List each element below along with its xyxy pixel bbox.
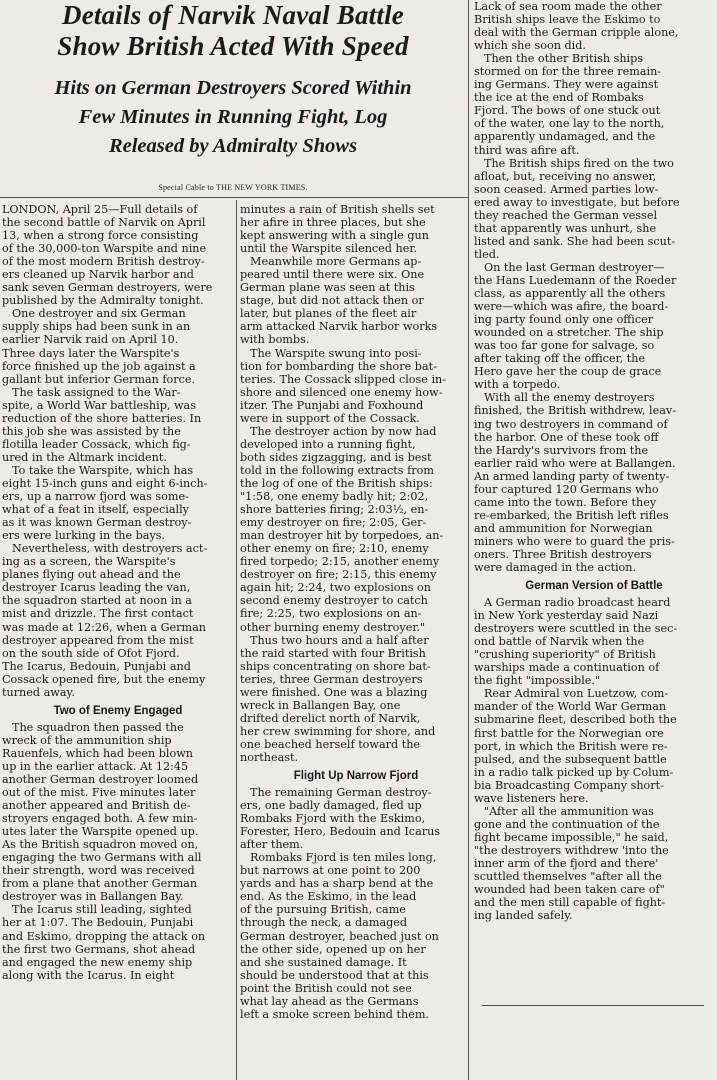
text-line: with bombs. — [240, 333, 310, 347]
text-line: and engaged the new enemy ship — [2, 955, 193, 969]
text-line: of the pursuing British, came — [240, 903, 406, 917]
text-line: minutes a rain of British shells set — [240, 203, 435, 216]
text-line: her crew swimming for shore, and — [240, 724, 436, 738]
text-line: ers cleaned up Narvik harbor and — [2, 268, 194, 282]
text-line: teries. The Cossack slipped close in- — [240, 372, 447, 386]
text-line: scuttled themselves "after all the — [474, 870, 662, 884]
text-line: after taking off the officer, the — [474, 352, 646, 366]
text-line: destroyers were scuttled in the sec- — [474, 622, 678, 636]
text-line: along with the Icarus. In eight — [2, 968, 175, 982]
text-line: yards and has a sharp bend at the — [240, 877, 434, 891]
text-line: Forester, Hero, Bedouin and Icarus — [240, 825, 441, 839]
text-line: the first two Germans, shot ahead — [2, 942, 196, 956]
sub-headline-line: Released by Admiralty Shows — [108, 135, 358, 157]
text-line: Rombaks Fjord with the Eskimo, — [240, 812, 426, 826]
text-line: drifted derelict north of Narvik, — [240, 711, 421, 725]
text-line: the harbor. One of these took off — [474, 430, 659, 444]
text-line: northeast. — [240, 750, 299, 764]
text-line: the squadron started at noon in a — [2, 594, 192, 608]
text-line: ing two destroyers in command of — [474, 417, 668, 431]
text-line: came into the town. Before they — [474, 495, 657, 509]
text-line: the ice at the end of Rombaks — [474, 91, 644, 105]
text-line: end. As the Eskimo, in the lead — [240, 890, 417, 904]
text-line: that apparently was unhurt, she — [474, 221, 657, 235]
text-line: The British ships fired on the two — [484, 156, 674, 170]
text-line: mist and drizzle. The first contact — [2, 607, 194, 621]
text-line: up in the earlier attack. At 12:45 — [2, 759, 189, 773]
text-line: earlier Narvik raid on April 10. — [2, 333, 179, 347]
sub-headline-line: Few Minutes in Running Fight, Log — [78, 106, 388, 128]
text-line: through the neck, a damaged — [240, 916, 408, 930]
text-line: force finished up the job against a — [2, 359, 196, 373]
text-line: utes later the Warspite opened up. — [2, 825, 199, 839]
text-line: ing as a screen, the Warspite's — [2, 555, 176, 569]
text-line: mander of the World War German — [474, 700, 667, 714]
text-line: wounded on a stretcher. The ship — [474, 326, 664, 340]
text-line: after them. — [240, 838, 304, 852]
text-line: was made at 12:26, when a German — [2, 620, 207, 634]
sub-headline — [2, 74, 464, 161]
text-line: on the south side of Ofot Fjord. — [2, 646, 180, 660]
text-line: four captured 120 Germans who — [474, 482, 659, 496]
text-line: Then the other British ships — [484, 52, 644, 66]
text-line: destroyer was in Ballangen Bay. — [2, 890, 184, 904]
text-line: wreck in Ballangen Bay, one — [240, 698, 401, 712]
text-line: were in support of the Cossack. — [240, 411, 420, 425]
text-line: bia Broadcasting Company short- — [474, 778, 664, 792]
text-line: one beached herself toward the — [240, 737, 421, 751]
text-line: Meanwhile more Germans ap- — [250, 255, 422, 269]
text-line: 13, when a strong force consisting — [2, 229, 199, 243]
column-3 — [474, 0, 714, 922]
text-line: German plane was seen at this — [240, 281, 415, 295]
text-line: As the British squadron moved on, — [2, 838, 199, 852]
text-line: German destroyer, beached just on — [240, 929, 439, 943]
text-line: ers, up a narrow fjord was some- — [2, 490, 189, 504]
text-line: The destroyer action by now had — [250, 424, 437, 438]
text-line: the log of one of the British ships: — [240, 476, 433, 490]
text-line: was too far gone for salvage, so — [474, 339, 655, 353]
text-line: turned away. — [2, 685, 75, 699]
text-line: Cossack opened fire, but the enemy — [2, 672, 206, 686]
text-line: were finished. One was a blazing — [240, 685, 428, 699]
text-line: the second battle of Narvik on April — [2, 216, 206, 230]
text-line: from a plane that another German — [2, 877, 198, 891]
text-line: tion for bombarding the shore bat- — [240, 359, 437, 373]
text-line: To take the Warspite, which has — [12, 463, 194, 477]
text-line: The Icarus still leading, sighted — [12, 903, 192, 917]
text-line: Rombaks Fjord is ten miles long, — [250, 851, 437, 865]
text-line: the other side, opened up on her — [240, 942, 426, 956]
text-line: class, as apparently all the others — [474, 287, 666, 301]
text-line: With all the enemy destroyers — [484, 391, 655, 405]
text-line: Thus two hours and a half after — [250, 633, 429, 647]
text-line: another appeared and British de- — [2, 799, 191, 813]
text-line: point the British could not see — [240, 981, 412, 995]
text-line: A German radio broadcast heard — [484, 596, 671, 610]
text-line: sank seven German destroyers, were — [2, 281, 213, 295]
text-line: arm attacked Narvik harbor works — [240, 320, 438, 334]
main-headline — [2, 0, 464, 62]
text-line: pulsed, and the subsequent battle — [474, 752, 667, 766]
text-line: stage, but did not attack then or — [240, 294, 424, 308]
text-line: stormed on for the three remain- — [474, 65, 662, 79]
text-line: of the most modern British destroy- — [2, 255, 205, 269]
text-line: Lack of sea room made the other — [474, 0, 662, 13]
text-line: teries, three German destroyers — [240, 672, 423, 686]
text-line: fire; 2:25, two explosions on an- — [240, 607, 422, 621]
text-line: this job she was assisted by the — [2, 424, 181, 438]
text-line: as it was known German destroy- — [2, 516, 192, 530]
text-line: apparently undamaged, and the — [474, 130, 656, 144]
text-line: gone and the continuation of the — [474, 817, 660, 831]
text-line: her afire in three places, but she — [240, 216, 426, 230]
text-line: both sides zigzagging, and is best — [240, 450, 432, 464]
column-rule — [236, 200, 237, 1080]
text-line: ond battle of Narvik when the — [474, 635, 645, 649]
section-subhead: Two of Enemy Engaged — [53, 704, 183, 717]
text-line: and Eskimo, dropping the attack on — [2, 929, 206, 943]
text-line: developed into a running fight, — [240, 437, 416, 451]
text-line: they reached the German vessel — [474, 208, 658, 222]
text-line: destroyer on fire; 2:15, this enemy — [240, 568, 437, 582]
text-line: should be understood that at this — [240, 968, 429, 982]
text-line: ered away to investigate, but before — [474, 195, 680, 209]
text-line: again hit; 2:24, two explosions on — [240, 581, 431, 595]
text-line: The Icarus, Bedouin, Punjabi and — [2, 659, 191, 673]
text-line: gallant but inferior German force. — [2, 372, 196, 386]
text-line: "the destroyers withdrew 'into the — [474, 843, 669, 857]
text-line: Nevertheless, with destroyers act- — [12, 542, 208, 556]
text-line: Rear Admiral von Luetzow, com- — [484, 687, 669, 701]
text-line: "crushing superiority" of British — [474, 648, 656, 662]
text-line: One destroyer and six German — [12, 307, 186, 321]
text-line: the Hans Luedemann of the Roeder — [474, 273, 677, 287]
text-line: in New York yesterday said Nazi — [474, 609, 659, 623]
top-rule — [0, 197, 468, 198]
text-line: An armed landing party of twenty- — [474, 469, 670, 483]
text-line: wounded had been taken care of" — [474, 883, 665, 897]
text-line: emy destroyer on fire; 2:05, Ger- — [240, 516, 427, 530]
text-line: another German destroyer loomed — [2, 772, 199, 786]
text-line: ing party found only one officer — [474, 313, 654, 327]
text-line: third was afire aft. — [474, 143, 580, 157]
text-line: second enemy destroyer to catch — [240, 594, 428, 608]
text-line: re-embarked, the British left rifles — [474, 508, 669, 522]
text-line: first battle for the Norwegian ore — [474, 726, 664, 740]
text-line: finished, the British withdrew, leav- — [474, 404, 677, 418]
text-line: port, in which the British were re- — [474, 739, 668, 753]
text-line: earlier raid who were at Ballangen. — [474, 456, 676, 470]
text-line: supply ships had been sunk in an — [2, 320, 191, 334]
text-line: shore and silenced one enemy how- — [240, 385, 443, 399]
text-line: ers were lurking in the bays. — [2, 529, 166, 543]
text-line: of the water, one lay to the north, — [474, 117, 665, 131]
text-line: and the men still capable of fight- — [474, 896, 666, 910]
main-headline-line: Details of Narvik Naval Battle — [62, 0, 404, 30]
text-line: itzer. The Punjabi and Foxhound — [240, 398, 424, 412]
text-line: other enemy on fire; 2:10, enemy — [240, 542, 429, 556]
text-line: "1:58, one enemy badly hit; 2:02, — [240, 490, 429, 504]
text-line: published by the Admiralty tonight. — [2, 294, 204, 308]
text-line: kept answering with a single gun — [240, 229, 429, 243]
text-line: Rauenfels, which had been blown — [2, 746, 193, 760]
text-line: with a torpedo. — [474, 378, 561, 392]
text-line: wave listeners here. — [474, 791, 589, 805]
text-line: The task assigned to the War- — [12, 385, 181, 399]
text-line: other burning enemy destroyer." — [240, 620, 426, 634]
text-line: British ships leave the Eskimo to — [474, 13, 661, 27]
text-line: destroyer Icarus leading the van, — [2, 581, 191, 595]
text-line: The squadron then passed the — [12, 720, 184, 734]
text-line: man destroyer hit by torpedoes, an- — [240, 529, 444, 543]
text-line: afloat, but, receiving no answer, — [474, 169, 657, 183]
text-line: later, but planes of the fleet air — [240, 307, 417, 321]
text-line: out of the mist. Five minutes later — [2, 786, 196, 800]
text-line: ing Germans. They were against — [474, 78, 659, 92]
text-line: and she sustained damage. It — [240, 955, 407, 969]
text-line: the raid started with four British — [240, 646, 426, 660]
text-line: Three days later the Warspite's — [2, 346, 180, 360]
text-line: ships concentrating on shore bat- — [240, 659, 431, 673]
dateline: Special Cable to THE NEW YORK TIMES. — [158, 183, 308, 192]
text-line: what lay ahead as the Germans — [240, 994, 419, 1008]
section-subhead: Flight Up Narrow Fjord — [293, 770, 419, 783]
column-1 — [2, 203, 234, 982]
text-line: what of a feat in itself, especially — [2, 503, 189, 517]
text-line: ured in the Altmark incident. — [2, 450, 167, 464]
sub-headline-line: Hits on German Destroyers Scored Within — [54, 77, 412, 99]
text-line: oners. Three British destroyers — [474, 547, 652, 561]
text-line: were damaged in the action. — [474, 561, 637, 575]
text-line: inner arm of the fjord and there' — [474, 857, 659, 870]
text-line: left a smoke screen behind them. — [240, 1007, 429, 1021]
text-line: stroyers engaged both. A few min- — [2, 812, 198, 826]
text-line: warships made a continuation of — [474, 661, 660, 675]
text-line: destroyer appeared from the mist — [2, 633, 194, 647]
text-line: which she soon did. — [474, 39, 586, 53]
text-line: LONDON, April 25—Full details of — [2, 203, 198, 216]
text-line: wreck of the ammunition ship — [2, 733, 172, 747]
text-line: Hero gave her the coup de grace — [474, 365, 662, 379]
text-line: and ammunition for Norwegian — [474, 521, 653, 535]
main-headline-line: Show British Acted With Speed — [57, 31, 409, 61]
text-line: fired torpedo; 2:15, another enemy — [240, 555, 440, 569]
text-line: told in the following extracts from — [240, 463, 434, 477]
column-2 — [240, 203, 472, 1021]
text-line: ers, one badly damaged, fled up — [240, 799, 422, 813]
text-line: shore batteries firing; 2:03½, en- — [240, 503, 429, 517]
text-line: their strength, word was received — [2, 864, 195, 878]
text-line: engaging the two Germans with all — [2, 851, 202, 865]
text-line: her at 1:07. The Bedouin, Punjabi — [2, 916, 194, 930]
text-line: deal with the German cripple alone, — [474, 26, 679, 40]
text-line: were—which was afire, the board- — [474, 300, 669, 314]
text-line: listed and sank. She had been scut- — [474, 234, 676, 248]
text-line: ing landed safely. — [474, 909, 573, 923]
text-line: planes flying out ahead and the — [2, 568, 181, 582]
text-line: until the Warspite silenced her. — [240, 242, 418, 256]
text-line: tled. — [474, 247, 500, 261]
text-line: fight became impossible," he said, — [474, 830, 669, 844]
text-line: The Warspite swung into posi- — [250, 346, 422, 360]
text-line: but narrows at one point to 200 — [240, 864, 421, 878]
headline — [2, 0, 464, 161]
text-line: flotilla leader Cossack, which fig- — [2, 437, 191, 451]
text-line: in a radio talk picked up by Colum- — [474, 765, 674, 779]
text-line: of the 30,000-ton Warspite and nine — [2, 242, 207, 256]
text-line: "After all the ammunition was — [484, 804, 654, 818]
text-line: submarine fleet, described both the — [474, 713, 677, 727]
end-rule — [482, 1005, 704, 1006]
section-subhead: German Version of Battle — [525, 580, 663, 593]
text-line: the Hardy's survivors from the — [474, 443, 649, 457]
text-line: peared until there were six. One — [240, 268, 425, 282]
text-line: On the last German destroyer— — [484, 260, 665, 274]
text-line: soon ceased. Armed parties low- — [474, 182, 659, 196]
text-line: miners who were to guard the pris- — [474, 534, 675, 548]
text-line: spite, a World War battleship, was — [2, 398, 196, 412]
text-line: The remaining German destroy- — [250, 786, 432, 800]
text-line: Fjord. The bows of one stuck out — [474, 104, 661, 118]
text-line: eight 15-inch guns and eight 6-inch- — [2, 476, 208, 490]
text-line: the fight "impossible." — [474, 674, 601, 688]
text-line: reduction of the shore batteries. In — [2, 411, 202, 425]
